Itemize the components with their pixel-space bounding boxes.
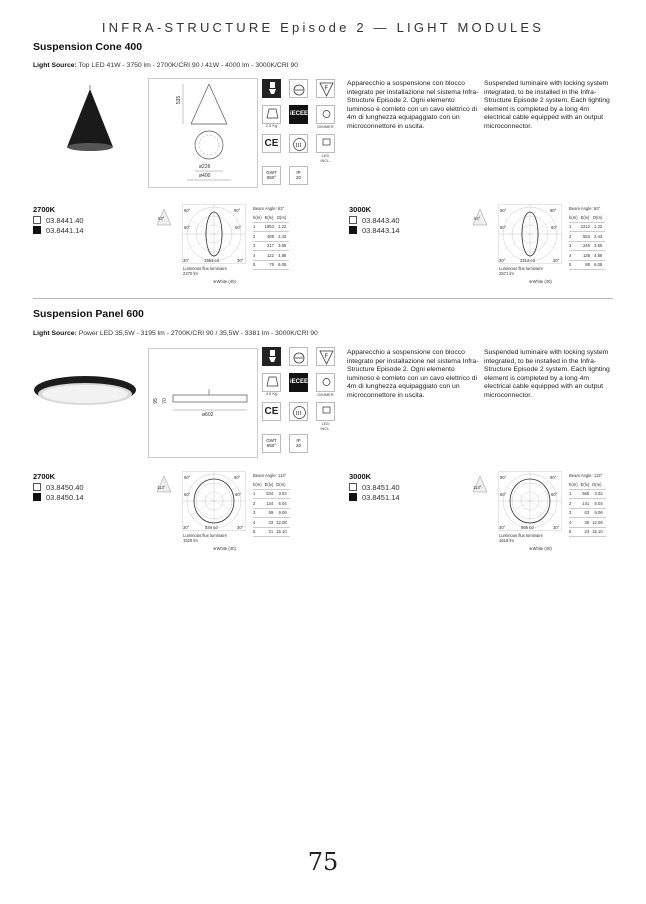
table-row [569,222,605,232]
intensity-table [569,206,605,270]
angle-label: 60° [184,492,191,497]
table-header-cell: D(m) [276,480,289,489]
white-swatch [33,483,41,491]
table-cell: 12.08 [592,518,605,528]
table-header-cell: D(m) [593,213,605,222]
table-cell: 5 [569,527,581,537]
table-row [569,260,605,270]
luminous-flux-value: 2571 lm [499,271,514,276]
code-white: 03.8450.40 [46,483,84,492]
svg-text:III: III [295,411,302,417]
angle-label: 30° [553,525,560,530]
black-swatch [349,493,357,501]
table-cell: 4.86 [593,251,605,261]
table-header-cell: D(m) [592,480,605,489]
table-cell: 4.86 [277,251,289,261]
table-cell: 23 [581,527,593,537]
led-label: LED INCL. [320,153,331,163]
table-row [569,527,606,537]
table-cell: 2.43 [277,232,289,242]
polar-plot [498,204,562,264]
photometric-diagram [471,471,621,557]
table-cell: 5 [253,527,265,537]
center-intensity: 565 cd [521,525,534,530]
variant-block [33,472,84,502]
table-header-cell: E(lx) [581,480,593,489]
table-cell: 12.08 [276,518,289,528]
table-cell: 246 [581,241,593,251]
luminous-flux-label: Luminous flux luminaire [499,266,543,271]
gwt-icon: GWT 850° [262,434,281,453]
table-cell: 553 [581,232,593,242]
angle-label: 60° [235,225,242,230]
table-row [253,489,290,499]
dimmer-label: DIMMER [317,124,334,129]
energy-class-icon [289,79,308,98]
intensity-table-grid [253,480,290,537]
table-cell: 9.06 [592,508,605,518]
dimmer-icon [316,373,335,397]
table-row [253,508,290,518]
table-cell: 3 [569,241,581,251]
svg-text:F: F [324,86,329,92]
table-header-row [253,213,289,222]
table-row [253,241,289,251]
f-mark-icon [316,347,335,366]
table-row [569,499,606,509]
table-cell: 3.02 [276,489,289,499]
table-cell: 9.06 [276,508,289,518]
white-swatch [349,483,357,491]
table-cell: 59 [265,508,277,518]
table-cell: 21 [265,527,277,537]
cone-drawing [149,79,257,187]
ip-icon: IP 20 [289,434,308,453]
beam-angle-value: 113° [593,473,603,478]
ce-icon: CE [262,134,281,153]
product-photo-cone [55,85,125,165]
section-title: Suspension Cone 400 [33,41,143,53]
ce-icon: CE [262,402,281,421]
technical-drawing [148,78,258,188]
beam-angle-value: 113° [277,473,287,478]
table-cell: 3 [253,508,265,518]
table-row [253,260,289,270]
table-header-cell: h(m) [253,480,265,489]
variant-temp: 2700K [33,205,56,214]
beam-value-small: 113° [157,485,166,490]
catalog-header: INFRA-STRUCTURE Episode 2 — LIGHT MODULES [101,20,545,35]
table-header-cell: E(lx) [581,213,593,222]
light-source-label: Light Source: [33,62,77,69]
dimmer-label: DIMMER [317,392,334,397]
beam-value-small: 63° [474,216,481,221]
table-cell: 6.08 [593,260,605,270]
angle-label: 90° [234,475,241,480]
led-label: LED INCL. [320,421,331,431]
polar-plot [498,471,562,531]
table-row [253,251,289,261]
table-header-row [569,480,606,489]
angle-label: 30° [183,525,190,530]
white-swatch [33,216,41,224]
angle-label: 90° [234,208,241,213]
table-cell: 15.10 [276,527,289,537]
angle-label: 60° [500,225,507,230]
variant-temp: 3000K [349,472,372,481]
beam-value-small: 113° [473,485,482,490]
photometric-diagram [471,204,621,290]
table-cell: 1 [569,489,581,499]
table-cell: 217 [265,241,277,251]
variant-temp: 2700K [33,472,56,481]
photometric-diagram [155,471,305,557]
luminous-flux-label: Luminous flux luminaire [499,533,543,538]
table-row [253,527,290,537]
svg-text:III: III [295,143,302,149]
section-title: Suspension Panel 600 [33,308,144,320]
table-cell: 78 [265,260,277,270]
table-cell: 3 [569,508,581,518]
table-cell: 4 [569,518,581,528]
table-header-cell: h(m) [569,213,581,222]
white-swatch [349,216,357,224]
svg-text:F: F [324,354,329,360]
table-cell: 4 [253,251,265,261]
luminous-flux-value: 1618 lm [499,538,514,543]
intensity-table [569,473,606,537]
description-italian: Apparecchio a sospensione con blocco integrato per installazione nel sistema Infra-Structure Episode 2. Ogni elemento luminoso è comleto con un cavo elettrico di 4m di lunghezza equipaggiato con un microconnettore in uscita. [347,80,479,130]
white-note: ⊕White (40) [213,546,236,551]
angle-label: 30° [183,258,190,263]
white-note: ⊕White (40) [529,279,552,284]
table-row [569,251,605,261]
code-black: 03.8451.14 [362,493,400,502]
dimmer-icon [316,105,335,129]
table-cell: 1953 [265,222,277,232]
table-cell: 5 [253,260,265,270]
angle-label: 90° [550,208,557,213]
gwt-icon: GWT 850° [262,166,281,185]
beam-value-small: 63° [158,216,165,221]
light-source-label: Light Source: [33,330,77,337]
polar-plot [182,204,246,264]
table-cell: 15.10 [592,527,605,537]
light-source-line [33,62,298,69]
luminous-flux-value: 2270 lm [183,271,198,276]
page-number: 75 [307,848,339,876]
table-cell: 35 [581,518,593,528]
beam-angle-label: Beam Angle: [569,473,593,478]
intensity-table-grid [253,213,289,270]
table-cell: 3.65 [593,241,605,251]
beam-angle-label: Beam Angle: [569,206,593,211]
weight-icon [262,373,281,396]
section-divider [33,298,613,299]
table-cell: 134 [265,499,277,509]
beam-angle-label: Beam Angle: [253,473,277,478]
angle-label: 30° [499,258,506,263]
ip-icon: IP 20 [289,166,308,185]
variant-block [33,205,84,235]
code-white: 03.8443.40 [362,216,400,225]
table-cell: 63 [581,508,593,518]
dim-diameter: ø602 [202,412,214,418]
energy-class-icon [289,347,308,366]
light-source-line [33,330,318,337]
table-cell: 6.04 [276,499,289,509]
table-cell: 6.08 [277,260,289,270]
table-cell: 2212 [581,222,593,232]
table-cell: 1 [569,222,581,232]
center-intensity: 1953 cd [204,258,219,263]
angle-label: 30° [237,525,244,530]
table-header-cell: h(m) [569,480,581,489]
code-black: 03.8443.14 [362,226,400,235]
intensity-table-grid [569,480,606,537]
black-swatch [349,226,357,234]
table-row [569,241,605,251]
variant-block [349,205,400,235]
table-row [253,518,290,528]
light-source-text: Power LED 35,5W - 3195 lm - 2700K/CRI 90 / 35,5W - 3381 lm - 3000K/CRI 90 [78,330,318,337]
table-cell: 3 [253,241,265,251]
variant-temp: 3000K [349,205,372,214]
table-cell: 488 [265,232,277,242]
table-cell: 3.65 [277,241,289,251]
weight-value: 4.5 Kg [265,391,278,396]
technical-drawing [148,348,258,458]
table-cell: 4 [569,251,581,261]
suspension-icon [262,79,281,98]
black-swatch [33,226,41,234]
center-intensity: 2212 cd [520,258,535,263]
product-photo-panel [32,372,138,414]
intensity-table-grid [569,213,605,270]
polar-plot [182,471,246,531]
table-row [253,232,289,242]
angle-label: 90° [550,475,557,480]
table-row [569,518,606,528]
table-header-cell: D(m) [277,213,289,222]
table-cell: 2.43 [593,232,605,242]
table-cell: 565 [581,489,593,499]
angle-label: 90° [184,475,191,480]
table-header-cell: h(m) [253,213,265,222]
ecee-icon: iECEE [289,105,308,124]
table-header-row [569,213,605,222]
light-source-text: Top LED 41W - 3750 lm - 2700K/CRI 90 / 41W - 4000 lm - 3000K/CRI 90 [78,62,299,69]
angle-label: 30° [499,525,506,530]
dim-height: 535 [176,95,183,105]
table-cell: 6.04 [592,499,605,509]
description-english: Suspended luminaire with locking system integrated, to be installed in the Infra-Structure Episode 2 system. Each lighting element is completed by a long 4m electrical cable equipped with an output microconnector. [484,80,610,130]
weight-value: 2.5 Kg [265,123,278,128]
table-cell: 534 [265,489,277,499]
dim-height-total: 95 [152,398,159,404]
table-cell: 1.22 [593,222,605,232]
description-italian: Apparecchio a sospensione con blocco integrato per installazione nel sistema Infra-Structure Episode 2. Ogni elemento luminoso è comleto con un cavo elettrico di 4m di lunghezza equipaggiato con un microconnettore in uscita. [347,349,479,399]
table-cell: 122 [265,251,277,261]
table-cell: 1.22 [277,222,289,232]
luminous-flux-label: Luminous flux luminaire [183,266,227,271]
angle-label: 90° [500,208,507,213]
dim-height-body: 70 [161,398,168,404]
code-white: 03.8441.40 [46,216,84,225]
variant-block [349,472,400,502]
class-three-icon [289,402,308,421]
angle-label: 60° [184,225,191,230]
table-header-cell: E(lx) [265,480,277,489]
beam-angle-value: 63° [593,206,601,211]
table-header-row [253,480,290,489]
suspension-icon [262,347,281,366]
f-mark-icon [316,79,335,98]
beam-angle-label: Beam Angle: [253,206,277,211]
ecee-icon: iECEE [289,373,308,392]
table-row [253,499,290,509]
code-black: 03.8441.14 [46,226,84,235]
table-cell: 3.02 [592,489,605,499]
angle-label: 90° [184,208,191,213]
table-cell: 138 [581,251,593,261]
beam-angle-icon [155,475,173,493]
intensity-table [253,473,290,537]
led-included-icon [316,134,335,163]
table-row [569,489,606,499]
table-cell: 141 [581,499,593,509]
table-row [569,508,606,518]
luminous-flux-label: Luminous flux luminaire [183,533,227,538]
black-swatch [33,493,41,501]
table-cell: 88 [581,260,593,270]
table-cell: 4 [253,518,265,528]
angle-label: 60° [500,492,507,497]
table-cell: 1 [253,489,265,499]
code-white: 03.8451.40 [362,483,400,492]
description-english: Suspended luminaire with locking system integrated, to be installed in the Infra-Structure Episode 2 system. Each lighting element is completed by a long 4m electrical cable equipped with an output microconnector. [484,349,610,399]
luminous-flux-value: 1529 lm [183,538,198,543]
intensity-table [253,206,289,270]
dim-outer-diameter: ø400 [199,173,211,179]
table-cell: 2 [569,232,581,242]
angle-label: 60° [551,492,558,497]
angle-label: 30° [553,258,560,263]
table-row [569,232,605,242]
weight-icon [262,105,281,128]
table-cell: 2 [253,499,265,509]
angle-label: 90° [500,475,507,480]
angle-label: 60° [235,492,242,497]
table-row [253,222,289,232]
beam-angle-icon [471,475,489,493]
table-cell: 2 [253,232,265,242]
code-black: 03.8450.14 [46,493,84,502]
white-note: ⊕White (40) [529,546,552,551]
table-header-cell: E(lx) [265,213,277,222]
photometric-diagram [155,204,305,290]
angle-label: 60° [551,225,558,230]
led-included-icon [316,402,335,431]
beam-angle-value: 63° [277,206,285,211]
angle-label: 30° [237,258,244,263]
table-cell: 5 [569,260,581,270]
table-cell: 1 [253,222,265,232]
class-three-icon [289,134,308,153]
table-cell: 2 [569,499,581,509]
center-intensity: 534 cd [205,525,218,530]
table-cell: 33 [265,518,277,528]
white-note: ⊕White (40) [213,279,236,284]
dim-inner-diameter: ø226 [199,164,211,170]
